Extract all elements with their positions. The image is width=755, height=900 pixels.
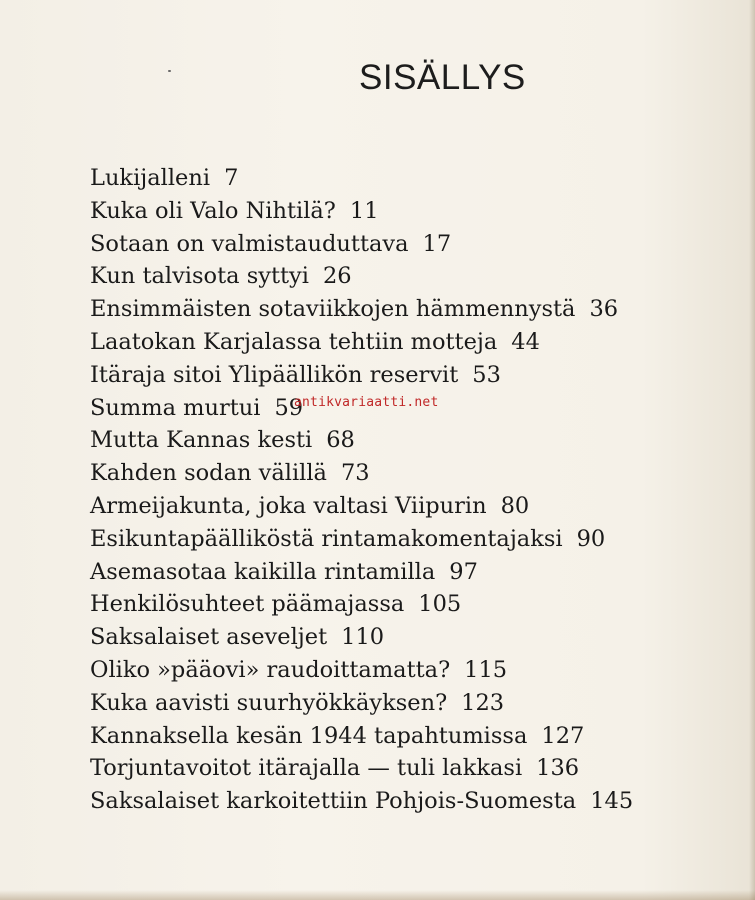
toc-entry-page: 127	[541, 722, 585, 749]
page-edge-shadow	[749, 0, 755, 900]
toc-entry-title: Summa murtui	[90, 394, 261, 421]
toc-entry-page: 17	[422, 230, 452, 257]
toc-entry	[90, 195, 633, 228]
toc-entry-title: Asemasotaa kaikilla rintamilla	[90, 558, 436, 585]
toc-entry	[90, 326, 633, 359]
toc-entry	[90, 523, 633, 556]
toc-entry-title: Mutta Kannas kesti	[90, 427, 313, 454]
toc-entry-title: Oliko »pääovi» raudoittamatta?	[90, 656, 451, 683]
toc-entry-title: Torjuntavoitot itärajalla — tuli lakkasi	[90, 755, 523, 782]
toc-entry-title: Sotaan on valmistauduttava	[90, 230, 409, 257]
toc-entry-page: 11	[349, 197, 379, 224]
toc-entry-page: 53	[472, 361, 501, 388]
toc-entry	[90, 228, 633, 261]
toc-entry-title: Lukijalleni	[90, 165, 211, 191]
toc-entry	[90, 457, 633, 490]
toc-entry-title: Kuka oli Valo Nihtilä?	[90, 197, 336, 224]
toc-entry-page: 44	[511, 328, 540, 355]
toc-entry-page: 36	[589, 296, 619, 323]
toc-entry	[90, 293, 633, 326]
toc-entry-title: Kuka aavisti suurhyökkäyksen?	[90, 689, 448, 716]
toc-entry-title: Saksalaiset aseveljet	[90, 624, 328, 651]
toc-entry	[90, 621, 633, 654]
toc-entry	[90, 424, 633, 457]
paper-speck	[168, 70, 171, 72]
toc-entry	[90, 720, 633, 753]
watermark-text: antikvariaatti.net	[294, 395, 439, 410]
toc-entry-title: Itäraja sitoi Ylipäällikön reservit	[90, 361, 459, 388]
toc-entry	[90, 654, 633, 687]
toc-entry-title: Kun talvisota syttyi	[90, 263, 309, 290]
toc-entry	[90, 359, 633, 392]
toc-entry	[90, 490, 633, 523]
toc-entry-page: 110	[341, 624, 385, 651]
page-title: SISÄLLYS	[359, 58, 526, 97]
toc-entry	[90, 162, 633, 195]
toc-entry	[90, 588, 633, 621]
toc-entry-page: 73	[340, 460, 370, 487]
toc-entry-page: 80	[500, 492, 530, 519]
toc-entry	[90, 687, 633, 720]
toc-entry	[90, 752, 633, 785]
toc-entry	[90, 260, 633, 293]
page-bottom-edge	[0, 890, 755, 900]
toc-entry-title: Henkilösuhteet päämajassa	[90, 591, 405, 618]
toc-entry	[90, 785, 633, 818]
toc-entry-title: Laatokan Karjalassa tehtiin motteja	[90, 328, 498, 355]
toc-entry-page: 115	[464, 656, 508, 683]
toc-entry-title: Kahden sodan välillä	[90, 460, 327, 487]
toc-entry-title: Armeijakunta, joka valtasi Viipurin	[90, 492, 487, 519]
toc-entry-page: 145	[590, 788, 634, 815]
toc-entry-page: 136	[536, 755, 580, 782]
toc-entry-page: 68	[326, 427, 355, 454]
toc-entry-page: 105	[418, 591, 462, 618]
toc-entry	[90, 556, 633, 589]
toc-entry-title: Ensimmäisten sotaviikkojen hämmennystä	[90, 296, 576, 323]
toc-entry-page: 90	[576, 525, 606, 552]
toc-entry-page: 59	[274, 394, 304, 421]
toc-entry-title: Esikuntapäälliköstä rintamakomentajaksi	[90, 525, 563, 552]
toc-entry-page: 97	[449, 558, 478, 585]
toc-entry-page: 7	[224, 165, 239, 191]
table-of-contents	[90, 162, 633, 818]
toc-entry-title: Kannaksella kesän 1944 tapahtumissa	[90, 722, 528, 749]
toc-entry-title: Saksalaiset karkoitettiin Pohjois-Suomesta	[90, 788, 577, 815]
toc-entry-page: 123	[461, 689, 505, 716]
toc-entry-page: 26	[322, 263, 352, 290]
